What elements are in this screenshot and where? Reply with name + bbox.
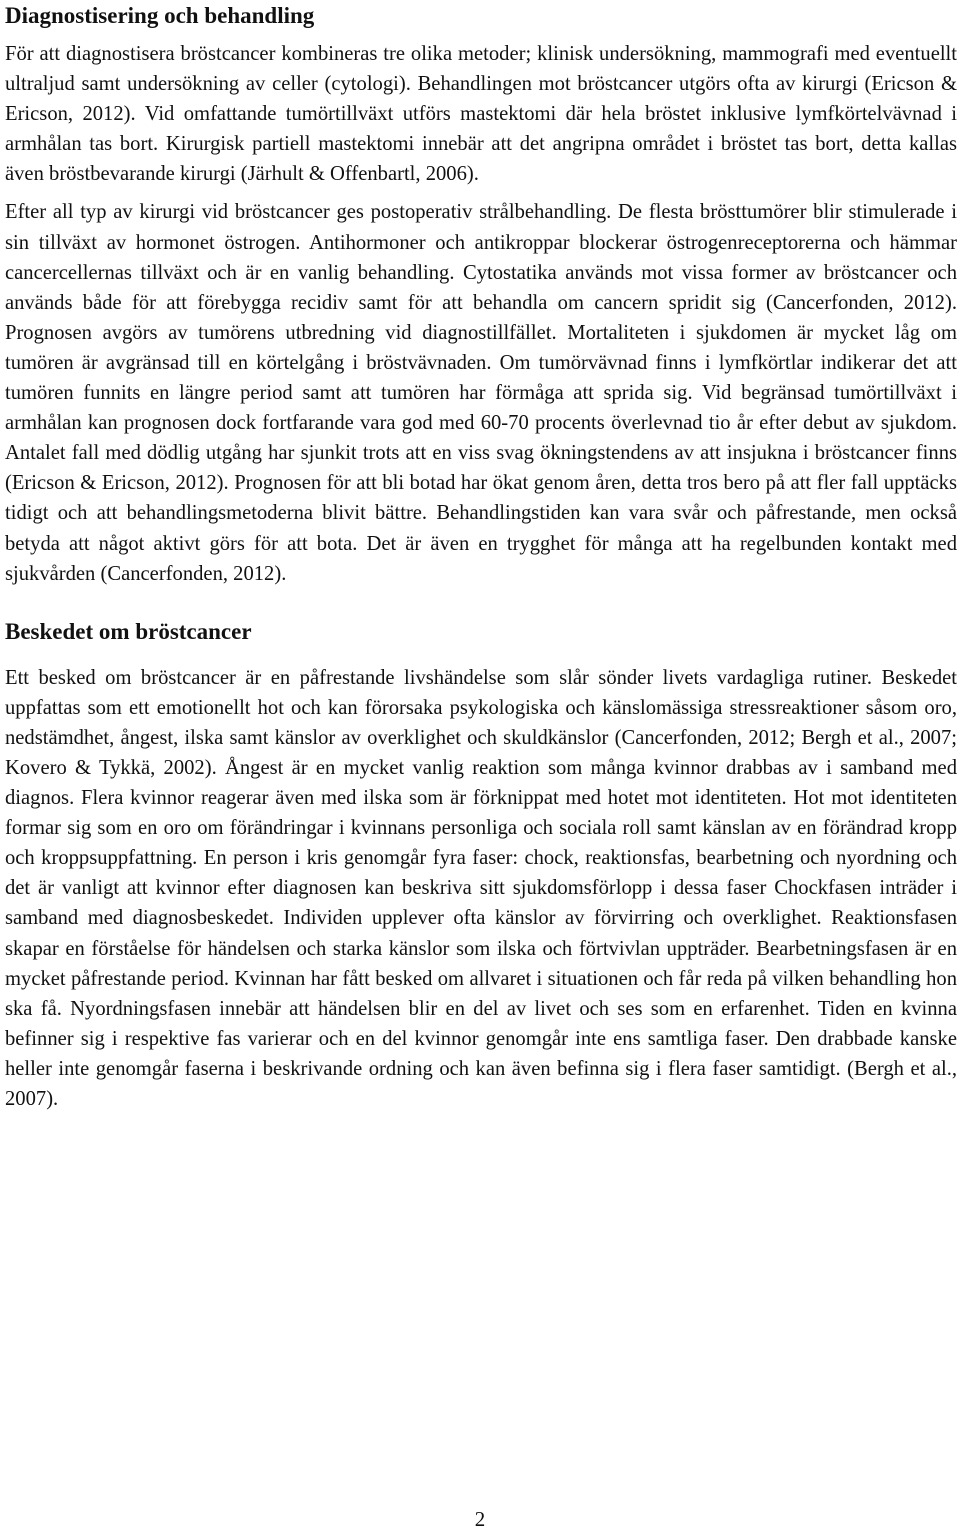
page-number: 2 [474,1507,486,1531]
section-heading-diagnosis-message: Beskedet om bröstcancer [5,618,252,644]
paragraph-diagnosis-methods: För att diagnostisera bröstcancer kombineras tre olika metoder; klinisk undersökning, mammografi med eventuellt ultraljud samt undersökning av celler (cytologi). Behandlingen mot bröstcancer utgörs ofta av kirurgi (Ericson & Ericson, 2012). Vid omfattande tumörtillväxt utförs mastektomi där hela bröstet inklusive lymfkörtelvävnad i armhålan tas bort. Kirurgisk partiell mastektomi innebär att det angripna området i bröstet tas bort, detta kallas även bröstbevarande kirurgi (Järhult & Offenbartl, 2006). [5,43,957,186]
section-heading-diagnosis: Diagnostisering och behandling [5,3,315,28]
paragraph-crisis-phases: Ett besked om bröstcancer är en påfrestande livshändelse som slår sönder livets vardagliga rutiner. Beskedet uppfattas som ett emotionellt hot och kan förorsaka psykologiska och känslomässiga stressreaktioner såsom oro, nedstämdhet, ångest, ilska samt känslor av overklighet och skuldkänslor (Cancerfonden, 2012; Bergh et al., 2007; Kovero & Tykkä, 2002). Ångest är en mycket vanlig reaktion som många kvinnor drabbas av i samband med diagnos. Flera kvinnor reagerar även med ilska som är förknippat med hotet mot identiteten. Hot mot identiteten formar sig som en oro om förändringar i kvinnans personliga och sociala roll samt känslan av en förändrad kropp och kroppsuppfattning. En person i kris genomgår fyra faser: chock, reaktionsfas, bearbetning och nyordning och det är vanligt att kvinnor efter diagnosen kan beskriva sitt sjukdomsförlopp i dessa faser Chockfasen inträder i samband med diagnosbeskedet. Individen upplever ofta känslor av förvirring och overklighet. Reaktionsfasen skapar en förståelse för händelsen och starka känslor som ilska och förtvivlan uppträder. Bearbetningsfasen är en mycket påfrestande period. Kvinnan har fått besked om allvaret i situationen och får reda på vilken behandling hon ska få. Nyordningsfasen innebär att händelsen blir en del av livet och ses som en erfarenhet. Tiden en kvinna befinner sig i respektive fas varierar och en del kvinnor genomgår inte ens samtliga faser. Den drabbade kanske heller inte genomgår faserna i beskrivande ordning och kan även befinna sig i flera faser samtidigt. (Bergh et al., 2007). [5,666,957,1110]
document-page [5,0,957,1114]
paragraph-treatment-prognosis: Efter all typ av kirurgi vid bröstcancer ges postoperativ strålbehandling. De flesta brösttumörer blir stimulerade i sin tillväxt av hormonet östrogen. Antihormoner och antikroppar blockerar östrogenreceptorerna och hämmar cancercellernas tillväxt och är en vanlig behandling. Cytostatika används mot vissa former av bröstcancer och används både för att förebygga recidiv samt för att behandla om cancern spridit sig (Cancerfonden, 2012). Prognosen avgörs av tumörens utbredning vid diagnostillfället. Mortaliteten i sjukdomen är mycket låg om tumören är avgränsad till en körtelgång i bröstvävnaden. Om tumörvävnad finns i lymfkörtlar indikerar det att tumören funnits en längre period samt att tumören har förmåga att sprida sig. Vid begränsad tumörtillväxt i armhålan kan prognosen dock fortfarande vara god med 60-70 procents överlevnad tio år efter debut av sjukdom. Antalet fall med dödlig utgång har sjunkit trots att en viss svag ökningstendens av att insjukna i bröstcancer finns (Ericson & Ericson, 2012). Prognosen för att bli botad har ökat genom åren, detta tros bero på att fler fall upptäcks tidigt och att behandlingsmetoderna blivit bättre. Behandlingstiden kan vara svår och påfrestande, men också betyda att något aktivt görs för att bota. Det är även en trygghet för många att ha regelbunden kontakt med sjukvården (Cancerfonden, 2012). [5,201,957,585]
